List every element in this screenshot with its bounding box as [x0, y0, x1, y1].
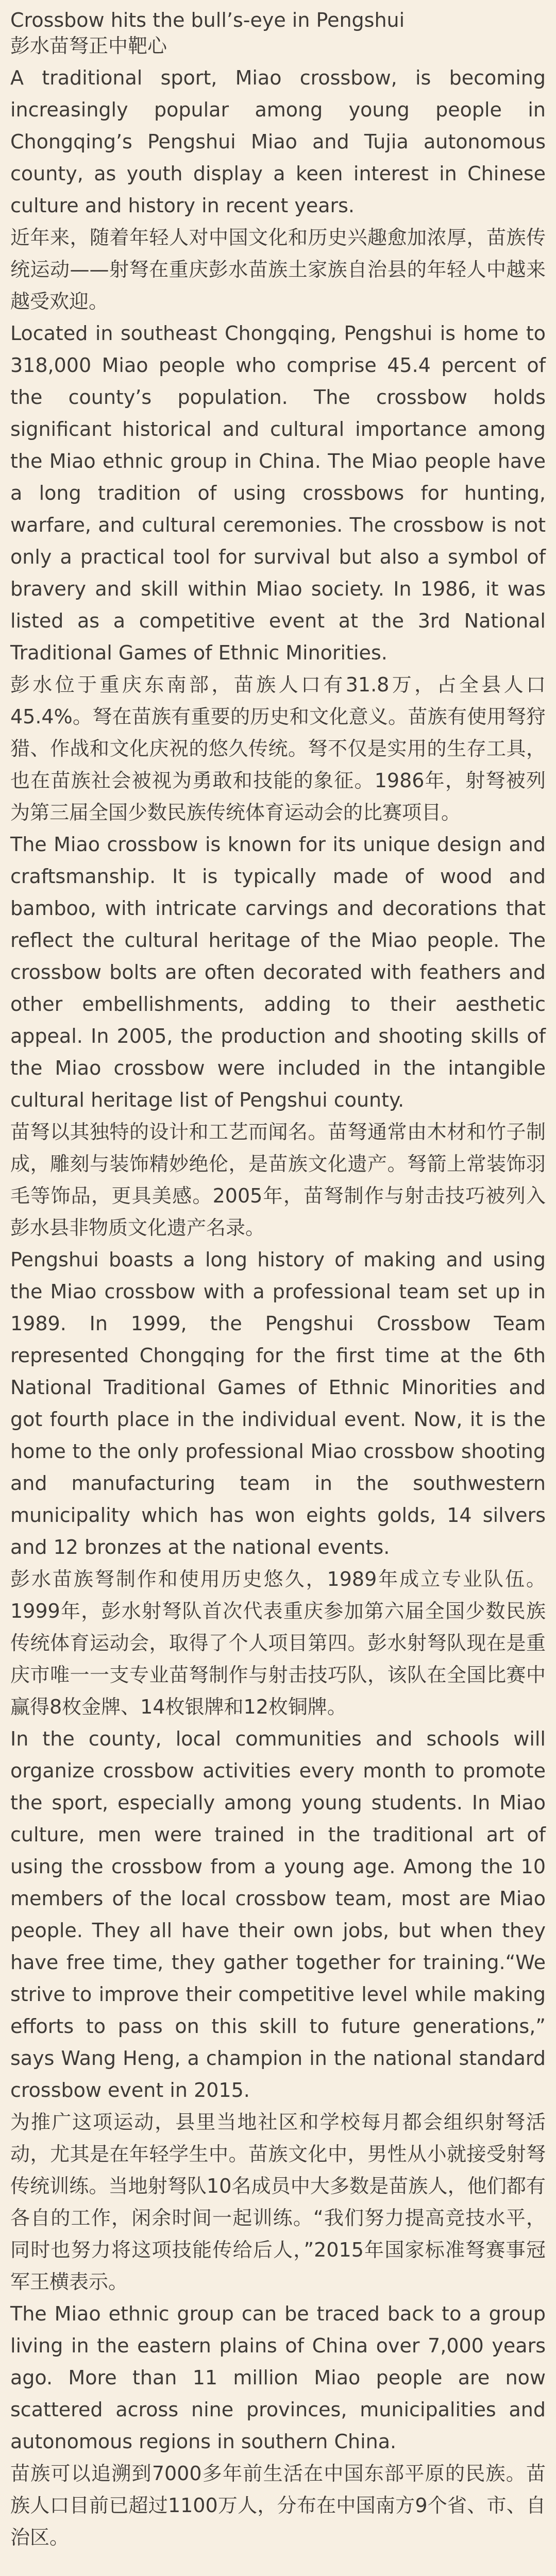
paragraph-zh-5: 为推广这项运动，县里当地社区和学校每月都会组织射弩活动，尤其是在年轻学生中。苗族文化中，男性从小就接受射弩传统训练。当地射弩队10名成员中大多数是苗族人，他们都有各自的工作，闲余时间一起训练。“我们努力提高竞技水平，同时也努力将这项技能传给后人，”2015年国家标准弩赛事冠军王横表示。: [10, 2111, 546, 2293]
paragraph-zh-4: 彭水苗族弩制作和使用历史悠久，1989年成立专业队伍。1999年，彭水射弩队首次代表重庆参加第六届全国少数民族传统体育运动会，取得了个人项目第四。彭水射弩队现在是重庆市唯一一支专业苗弩制作与射击技巧队，该队在全国比赛中赢得8枚金牌、14枚银牌和12枚铜牌。: [10, 1568, 546, 1718]
paragraph-en-5: In the county, local communities and schools will organize crossbow activities every month to promote the sport, especially among young students. In Miao culture, men were trained in the traditional art of using the crossbow from a young age. Among the 10 members of the local crossbow team, most are Miao people. They all have their own jobs, but when they have free time, they gather together for training.“We strive to improve their competitive level while making efforts to pass on this skill to future generations,” says Wang Heng, a champion in the national standard crossbow event in 2015.: [10, 1727, 546, 2102]
paragraph-en-2: Located in southeast Chongqing, Pengshui is home to 318,000 Miao people who comprise 45.4 percent of the county’s population. The crossbow holds significant historical and cultural importance among the Miao ethnic group in China. The Miao people have a long tradition of using crossbows for hunting, warfare, and cultural ceremonies. The crossbow is not only a practical tool for survival but also a symbol of bravery and skill within Miao society. In 1986, it was listed as a competitive event at the 3rd National Traditional Games of Ethnic Minorities.: [10, 322, 546, 664]
paragraph-en-1: A traditional sport, Miao crossbow, is becoming increasingly popular among young people in Chongqing’s Pengshui Miao and Tujia autonomous county, as youth display a keen interest in Chinese culture and history in recent years.: [10, 66, 546, 217]
paragraph-zh-1: 近年来，随着年轻人对中国文化和历史兴趣愈加浓厚，苗族传统运动——射弩在重庆彭水苗族土家族自治县的年轻人中越来越受欢迎。: [10, 226, 546, 313]
paragraph-zh-3: 苗弩以其独特的设计和工艺而闻名。苗弩通常由木材和竹子制成，雕刻与装饰精妙绝伦，是苗族文化遗产。弩箭上常装饰羽毛等饰品，更具美感。2005年，苗弩制作与射击技巧被列入彭水县非物质文化遗产名录。: [10, 1121, 546, 1239]
paragraph-en-4: Pengshui boasts a long history of making and using the Miao crossbow with a professional team set up in 1989. In 1999, the Pengshui Crossbow Team represented Chongqing for the first time at the 6th National Traditional Games of Ethnic Minorities and got fourth place in the individual event. Now, it is the home to the only professional Miao crossbow shooting and manufacturing team in the southwestern municipality which has won eights golds, 14 silvers and 12 bronzes at the national events.: [10, 1248, 546, 1558]
paragraph-en-6: The Miao ethnic group can be traced back to a group living in the eastern plains of China over 7,000 years ago. More than 11 million Miao people are now scattered across nine provinces, municipalities and autonomous regions in southern China.: [10, 2302, 546, 2453]
paragraph-zh-2: 彭水位于重庆东南部，苗族人口有31.8万，占全县人口45.4%。弩在苗族有重要的历史和文化意义。苗族有使用弩狩猎、作战和文化庆祝的悠久传统。弩不仅是实用的生存工具，也在苗族社会被视为勇敢和技能的象征。1986年，射弩被列为第三届全国少数民族传统体育运动会的比赛项目。: [10, 673, 546, 824]
article-title-zh: 彭水苗弩正中靶心: [10, 35, 167, 57]
paragraph-en-3: The Miao crossbow is known for its unique design and craftsmanship. It is typically made of wood and bamboo, with intricate carvings and decorations that reflect the cultural heritage of the Miao people. The crossbow bolts are often decorated with feathers and other embellishments, adding to their aesthetic appeal. In 2005, the production and shooting skills of the Miao crossbow were included in the intangible cultural heritage list of Pengshui county.: [10, 833, 546, 1111]
paragraph-zh-6: 苗族可以追溯到7000多年前生活在中国东部平原的民族。苗族人口目前已超过1100万人，分布在中国南方9个省、市、自治区。: [10, 2462, 546, 2549]
article-title-en: Crossbow hits the bull’s-eye in Pengshui: [10, 9, 405, 31]
